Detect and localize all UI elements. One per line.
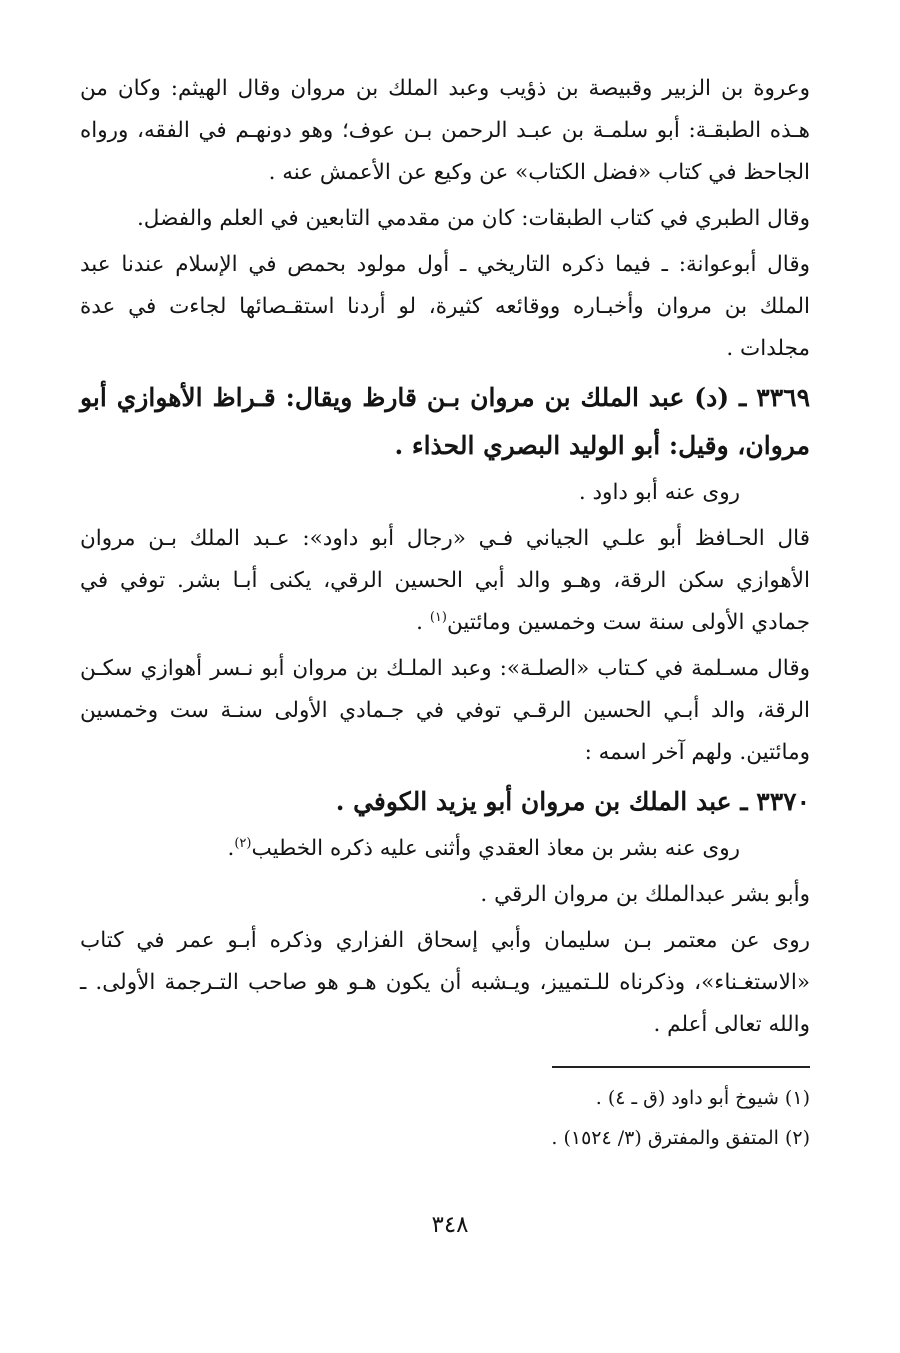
- entry-3370-narrated-end: .: [227, 836, 235, 861]
- page-number: ٣٤٨: [431, 1212, 469, 1238]
- page-body: [80, 68, 810, 1158]
- paragraph-2: وقال الطبري في كتاب الطبقات: كان من مقدمي التابعين في العلم والفضل.: [136, 206, 810, 231]
- footnote-ref-2: (٢): [234, 835, 252, 851]
- footnote-divider: [552, 1066, 810, 1068]
- footnote-ref-1: (١): [429, 609, 447, 625]
- entry-3370-narrated-text: روى عنه بشر بن معاذ العقدي وأثنى عليه ذكره الخطيب: [251, 836, 740, 861]
- paragraph-3: وقال أبوعوانة: ـ فيما ذكره التاريخي ـ أول مولود بحمص في الإسلام عندنا عبد الملك بن مروان وأخبـاره ووقائعه كثيرة، لو أردنا استقـصائها لجاءت في عدة مجلدات .: [80, 252, 810, 361]
- footnote-1: (١) شيوخ أبو داود (ق ـ ٤) .: [595, 1087, 810, 1109]
- entry-3369-narrated: روى عنه أبو داود .: [578, 480, 740, 505]
- entry-3370-narrated: [80, 828, 810, 870]
- entry-3369-paragraph-1-end: .: [416, 610, 430, 635]
- paragraph-1: وعروة بن الزبير وقبيصة بن ذؤيب وعبد الملك بن مروان وقال الهيثم: وكان من هـذه الطبقـة: أبو سلمـة بن عبـد الرحمن بـن عوف؛ وهو دونهـم في الفقه، ورواه الجاحظ في كتاب «فضل الكتاب» عن وكيع عن الأعمش عنه .: [80, 76, 810, 185]
- entry-3369-paragraph-2: وقال مسـلمة في كـتاب «الصلـة»: وعبد الملـك بن مروان أبو نـسر أهوازي سكـن الرقة، والد أبـي الحسين الرقـي توفي في جـمادي الأولى سنـة ست وخمسين ومائتين. ولهم آخر اسمه :: [80, 656, 810, 765]
- entry-heading-3370: ٣٣٧٠ ـ عبد الملك بن مروان أبو يزيد الكوفي .: [335, 787, 810, 816]
- entry-3370-paragraph-1: وأبو بشر عبدالملك بن مروان الرقي .: [480, 882, 810, 907]
- entry-3369-paragraph-1-text: قال الحـافظ أبو علـي الجياني فـي «رجال أبو داود»: عـبد الملك بـن مروان الأهوازي سكن الرقة، وهـو والد أبي الحسين الرقي، يكنى أبـا بشر. توفي في جمادي الأولى سنة ست وخمسين ومائتين: [80, 526, 810, 635]
- entry-heading-3369: ٣٣٦٩ ـ (د) عبد الملك بن مروان بـن قارظ ويقال: قـراظ الأهوازي أبو مروان، وقيل: أبو الوليد البصري الحذاء .: [80, 383, 810, 460]
- entry-3369-paragraph-1: [80, 518, 810, 644]
- entry-3370-paragraph-2: روى عن معتمر بـن سليمان وأبي إسحاق الفزاري وذكره أبـو عمر في كتاب «الاستغـناء»، وذكرناه للـتمييز، ويـشبه أن يكون هـو هو صاحب التـرجمة الأولى. ـ والله تعالى أعلم .: [80, 928, 810, 1037]
- footnote-2: (٢) المتفق والمفترق (٣/ ١٥٢٤) .: [551, 1127, 810, 1149]
